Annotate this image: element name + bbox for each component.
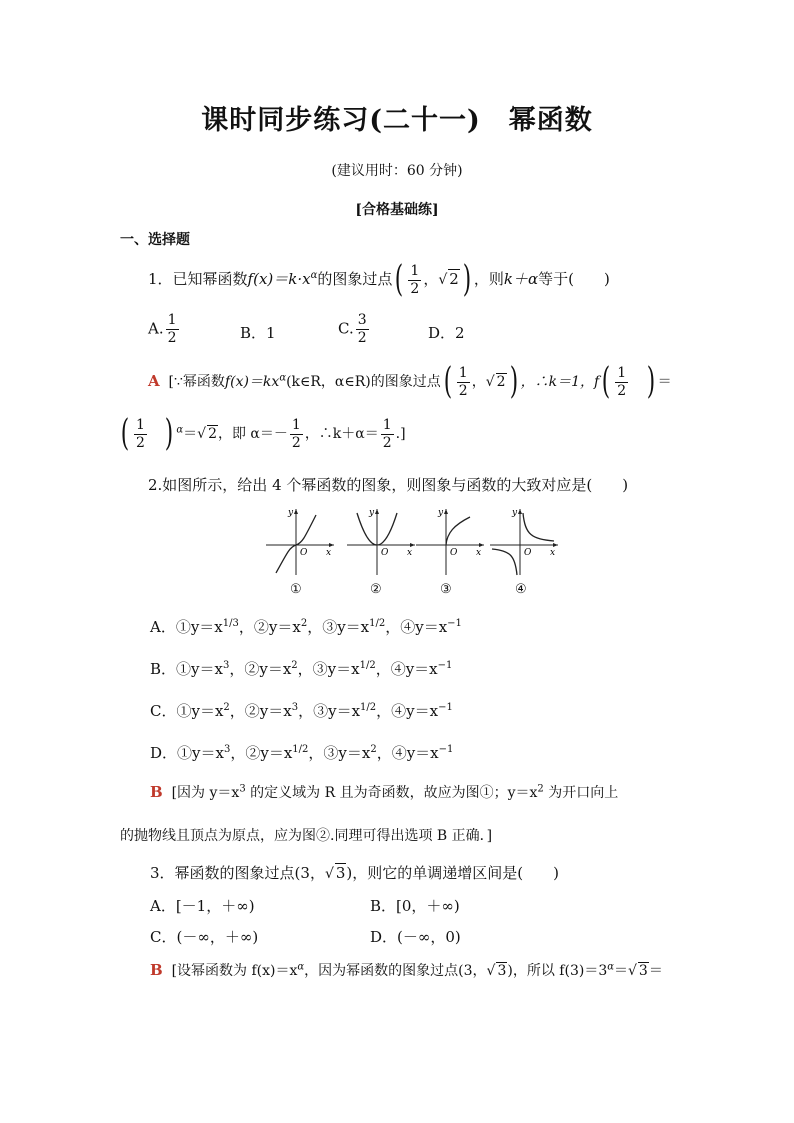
- svg-text:O: O: [381, 548, 389, 558]
- svg-text:y: y: [369, 508, 375, 518]
- q1-answer: A: [148, 372, 160, 390]
- q1-stem: 1．已知幂函数$f(x)=k\cdot x^\alpha$的图象过点( $\frac{1}{2}$ ，√ 2 ) ，则k＋α等于( ): [148, 259, 610, 300]
- q3-option-b: B．[0，＋∞): [370, 897, 460, 915]
- q1-option-b: B．1: [240, 324, 276, 342]
- q1-solution-line2: ( $\frac{1}{2}$ ) $^\alpha$＝√ 2，即 α＝－ $\frac{1}{2}$ ，∴k＋α＝ $\frac{1}{2}$ .]: [120, 413, 406, 454]
- q2-answer: B: [150, 783, 163, 801]
- graph-2: [345, 505, 417, 577]
- svg-text:x: x: [550, 548, 556, 558]
- q2-solution-line1: B [因为 $y=x^3$ 的定义域为 R 且为奇函数，故应为图①；$y=x^2$ 为开口向上: [150, 783, 619, 801]
- q1-solution-line1: A [∵幂函数$f(x)=kx^\alpha(k\in R$，α∈R)的图象过点( $\frac{1}{2}$ ，√ 2 ) ，∴k＝1，f( $\frac{1}{2}$ ) ＝: [148, 361, 672, 402]
- q1-option-d: D．2: [428, 324, 465, 342]
- svg-text:O: O: [450, 548, 458, 558]
- graph-3: [414, 505, 486, 577]
- suggested-time: (建议用时：60 分钟): [331, 163, 463, 179]
- svg-text:x: x: [407, 548, 413, 558]
- q1-option-c: C. $\frac{3}{2}$: [338, 312, 367, 346]
- svg-text:O: O: [300, 548, 308, 558]
- svg-text:y: y: [288, 508, 294, 518]
- graph-label-3: ③: [440, 582, 452, 597]
- level-heading: [合格基础练]: [355, 202, 439, 218]
- q3-option-c: C．(－∞，＋∞): [150, 928, 259, 946]
- svg-text:x: x: [476, 548, 482, 558]
- q2-option-a: A．$①y=x^{1/3}$，$②y=x^2$，$③y=x^{1/2}$，$④y=x^{-1}$: [150, 618, 462, 636]
- q2-stem: 2.如图所示，给出 4 个幂函数的图象，则图象与函数的大致对应是( ): [148, 476, 629, 494]
- q3-answer: B: [150, 961, 163, 979]
- q3-stem: 3．幂函数的图象过点(3，√ 3)，则它的单调递增区间是( ): [150, 864, 559, 882]
- graph-4: [488, 505, 560, 577]
- q2-option-b: B．$①y=x^3$，$②y=x^2$，$③y=x^{1/2}$，$④y=x^{-1}$: [150, 660, 453, 678]
- svg-text:y: y: [438, 508, 444, 518]
- q2-solution-line2: 的抛物线且顶点为原点，应为图②.同理可得出选项 B 正确．]: [120, 828, 493, 844]
- q3-option-d: D．(－∞，0): [370, 928, 461, 946]
- q3-solution-line1: B [设幂函数为 $f(x)=x^\alpha$，因为幂函数的图象过点(3，√ 3)，所以 $f(3)=3^\alpha=√$ 3＝: [150, 961, 663, 979]
- q3-option-a: A．[－1，＋∞): [150, 897, 255, 915]
- graph-label-1: ①: [290, 582, 302, 597]
- svg-text:O: O: [524, 548, 532, 558]
- graph-label-4: ④: [515, 582, 527, 597]
- graph-1: [264, 505, 336, 577]
- page-title: 课时同步练习(二十一) 幂函数: [201, 105, 593, 136]
- svg-text:x: x: [326, 548, 332, 558]
- q2-option-c: C．$①y=x^2$，$②y=x^3$，$③y=x^{1/2}$，$④y=x^{-1}$: [150, 702, 453, 720]
- graph-label-2: ②: [370, 582, 382, 597]
- q2-option-d: D．$①y=x^3$，$②y=x^{1/2}$，$③y=x^2$，$④y=x^{-1}$: [150, 744, 454, 762]
- section-heading: 一、选择题: [120, 232, 190, 248]
- q1-option-a: A. $\frac{1}{2}$: [148, 312, 177, 346]
- svg-text:y: y: [512, 508, 518, 518]
